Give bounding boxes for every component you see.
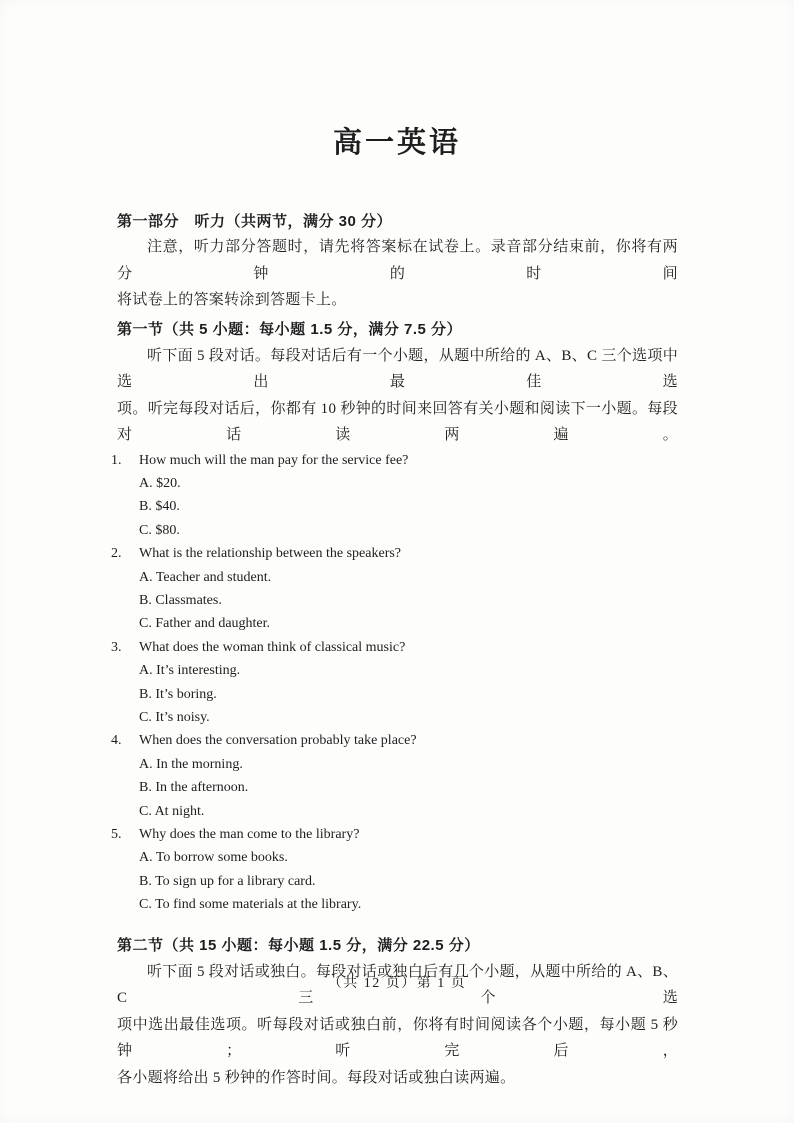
- question-5-head: [111, 823, 678, 846]
- question-text: When does the conversation probably take place?: [139, 733, 417, 749]
- section2-instructions-line-3: 各小题将给出 5 秒钟的作答时间。每段对话或独白读两遍。: [117, 1069, 516, 1086]
- question-4-head: [111, 729, 678, 752]
- question-3: [111, 636, 678, 730]
- option-a: A. Teacher and student.: [139, 569, 272, 585]
- option-c: C. At night.: [139, 803, 205, 819]
- question-number: 1.: [111, 452, 122, 468]
- question-number: 5.: [111, 827, 122, 842]
- option-c: C. It’s noisy.: [139, 709, 210, 725]
- question-1-options: [139, 472, 678, 542]
- option-b: B. To sign up for a library card.: [139, 873, 316, 889]
- option-a: A. It’s interesting.: [139, 663, 241, 679]
- page-footer: （共 12 页）第 1 页: [327, 976, 467, 991]
- question-text: What does the woman think of classical music?: [139, 639, 406, 655]
- question-1-head: [111, 449, 678, 472]
- part1-heading: 第一部分 听力（共两节，满分 30 分）: [117, 213, 393, 230]
- question-2: [111, 542, 678, 636]
- question-text: How much will the man pay for the service fee?: [139, 452, 409, 468]
- question-1: [111, 449, 678, 543]
- question-number: 4.: [111, 733, 122, 749]
- section1-heading: 第一节（共 5 小题：每小题 1.5 分，满分 7.5 分）: [117, 320, 463, 338]
- question-4: [111, 729, 678, 823]
- section2-instructions-line-2: 项中选出最佳选项。听每段对话或独白前，你将有时间阅读各个小题，每小题 5 秒钟；听完后，: [117, 1016, 678, 1060]
- question-5: [111, 823, 678, 917]
- question-2-options: [139, 566, 678, 636]
- option-c: C. To find some materials at the library.: [139, 897, 362, 913]
- notice-line-1: 注意，听力部分答题时，请先将答案标在试卷上。录音部分结束前，你将有两分钟的时间: [117, 239, 678, 282]
- question-4-options: [139, 753, 678, 823]
- question-3-head: [111, 636, 678, 659]
- section1-instructions-line-1: 听下面 5 段对话。每段对话后有一个小题，从题中所给的 A、B、C 三个选项中选出最佳选: [117, 347, 678, 390]
- option-c: C. $80.: [139, 522, 180, 538]
- question-5-options: [139, 846, 678, 916]
- section2-instructions-line-1: 听下面 5 段对话或独白。每段对话或独白后有几个小题，从题中所给的 A、B、C 三个选: [117, 963, 678, 1007]
- option-b: B. It’s boring.: [139, 686, 217, 702]
- question-2-head: [111, 542, 678, 565]
- option-b: B. In the afternoon.: [139, 780, 249, 796]
- question-list: [111, 449, 678, 917]
- question-text: What is the relationship between the speakers?: [139, 546, 402, 562]
- page-title: 高一英语: [332, 127, 461, 159]
- section1-instructions-line-2: 项。听完每段对话后，你都有 10 秒钟的时间来回答有关小题和阅读下一小题。每段对话读两遍。: [117, 400, 678, 443]
- section2-heading: 第二节（共 15 小题：每小题 1.5 分，满分 22.5 分）: [117, 936, 480, 954]
- option-c: C. Father and daughter.: [139, 616, 271, 632]
- question-number: 3.: [111, 639, 122, 655]
- page-content: [0, 210, 794, 1091]
- option-b: B. $40.: [139, 499, 180, 515]
- question-number: 2.: [111, 546, 122, 562]
- option-a: A. In the morning.: [139, 756, 243, 772]
- question-3-options: [139, 659, 678, 729]
- option-a: A. To borrow some books.: [139, 850, 288, 866]
- option-b: B. Classmates.: [139, 592, 222, 608]
- option-a: A. $20.: [139, 475, 181, 491]
- question-text: Why does the man come to the library?: [139, 827, 360, 842]
- notice-line-2: 将试卷上的答案转涂到答题卡上。: [117, 292, 347, 308]
